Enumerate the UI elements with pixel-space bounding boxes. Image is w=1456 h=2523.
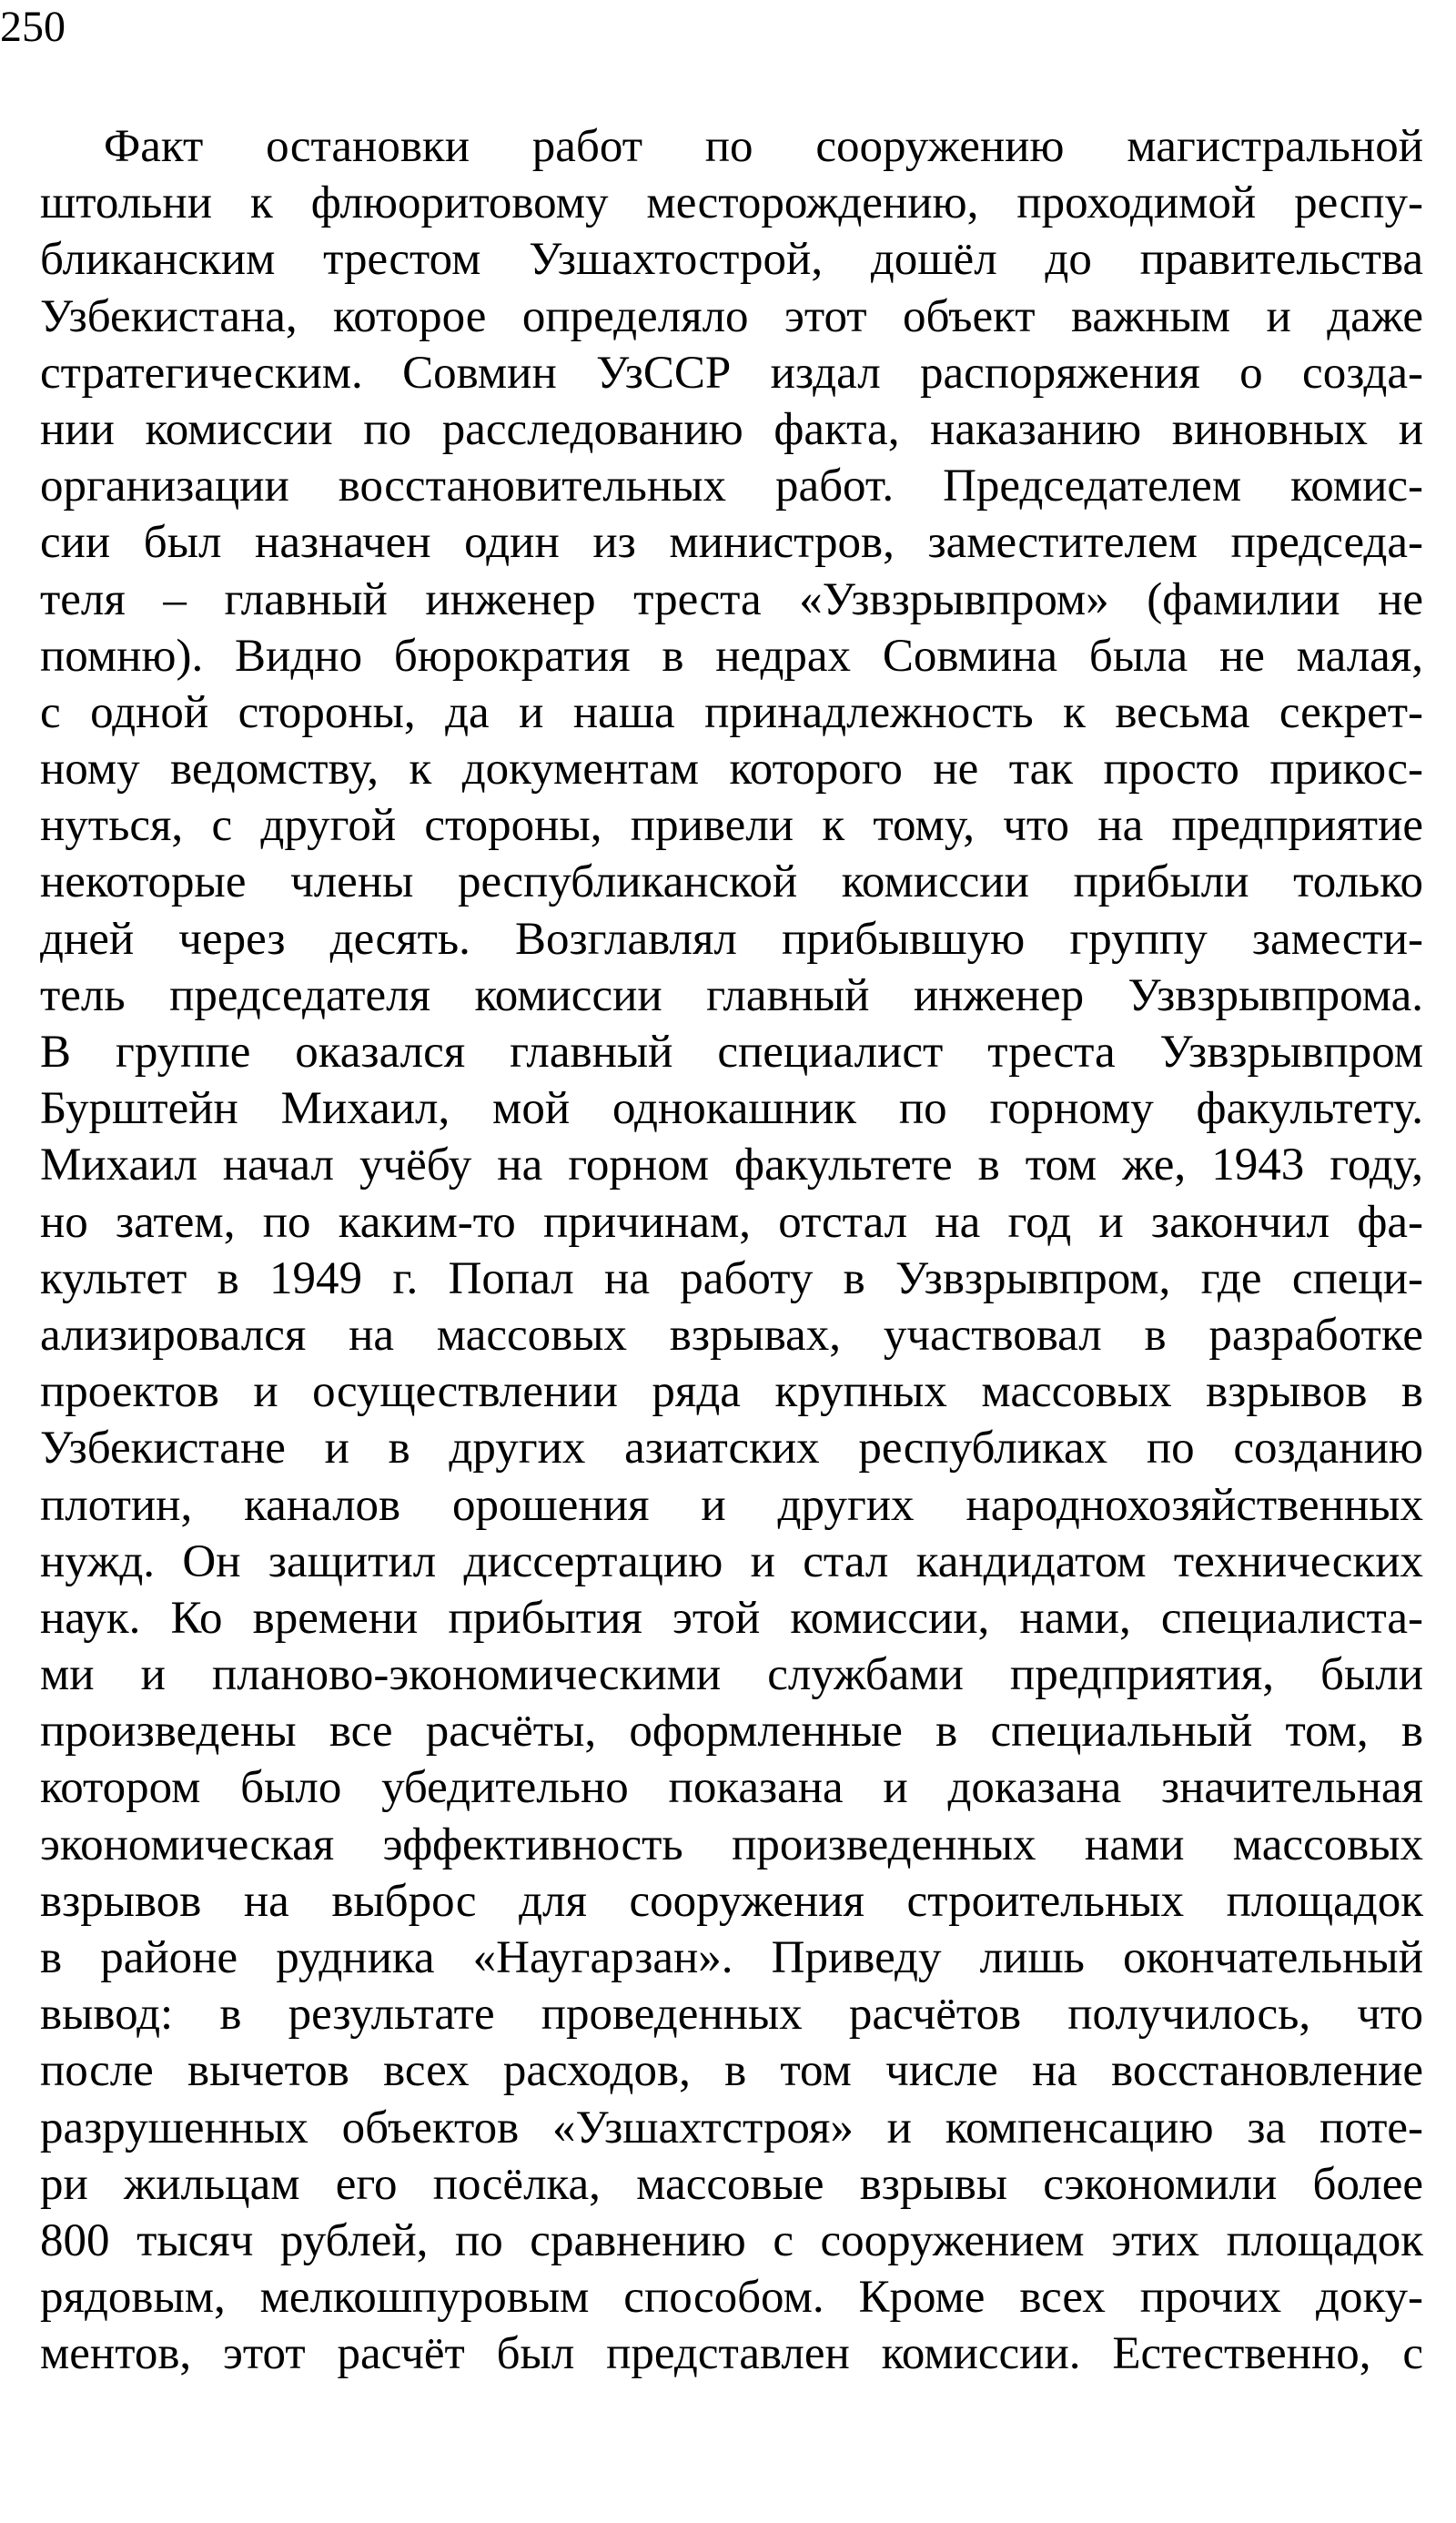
text-line: 800 тысяч рублей, по сравнению с сооружением этих площадок <box>40 2214 1423 2266</box>
text-line: ализировался на массовых взрывах, участвовал в разработке <box>40 1309 1423 1361</box>
body-paragraph <box>40 118 1423 2383</box>
text-line: произведены все расчёты, оформленные в специальный том, в <box>40 1706 1423 1758</box>
text-line: организации восстановительных работ. Председателем комис- <box>40 461 1423 512</box>
text-line: бликанским трестом Узшахтострой, дошёл до правительства <box>40 234 1423 286</box>
text-line: взрывов на выброс для сооружения строительных площадок <box>40 1875 1423 1927</box>
text-line: сии был назначен один из министров, заместителем председа- <box>40 517 1423 569</box>
text-line: котором было убедительно показана и доказана значительная <box>40 1762 1423 1814</box>
text-line: культет в 1949 г. Попал на работу в Узвзрывпром, где специ- <box>40 1252 1423 1304</box>
text-line: Узбекистана, которое определяло этот объект важным и даже <box>40 290 1423 342</box>
text-line: но затем, по каким-то причинам, отстал на год и закончил фа- <box>40 1196 1423 1248</box>
text-line: разрушенных объектов «Узшахтстроя» и компенсацию за поте- <box>40 2102 1423 2153</box>
text-line: Бурштейн Михаил, мой однокашник по горному факультету. <box>40 1083 1423 1135</box>
text-line: нуться, с другой стороны, привели к тому, что на предприятие <box>40 800 1423 852</box>
text-line: Факт остановки работ по сооружению магистральной <box>104 121 1423 172</box>
text-line: тель председателя комиссии главный инженер Узвзрывпрома. <box>40 969 1423 1021</box>
text-line: Узбекистане и в других азиатских республиках по созданию <box>40 1423 1423 1474</box>
text-line: ному ведомству, к документам которого не так просто прикос- <box>40 744 1423 795</box>
text-line: после вычетов всех расходов, в том числе на восстановление <box>40 2045 1423 2097</box>
text-line: нужд. Он защитил диссертацию и стал кандидатом технических <box>40 1535 1423 1587</box>
text-line: вывод: в результате проведенных расчётов получилось, что <box>40 1989 1423 2041</box>
text-line: с одной стороны, да и наша принадлежность к весьма секрет- <box>40 686 1423 738</box>
text-line: В группе оказался главный специалист треста Узвзрывпром <box>40 1027 1423 1078</box>
text-line: наук. Ко времени прибытия этой комиссии, нами, специалиста- <box>40 1592 1423 1644</box>
text-line: ри жильцам его посёлка, массовые взрывы сэкономили более <box>40 2158 1423 2210</box>
page-number: 250 <box>0 3 66 51</box>
text-line: рядовым, мелкошпуровым способом. Кроме всех прочих доку- <box>40 2272 1423 2324</box>
text-line: плотин, каналов орошения и других народнохозяйственных <box>40 1479 1423 1531</box>
text-line: экономическая эффективность произведенных нами массовых <box>40 1819 1423 1870</box>
text-line: проектов и осуществлении ряда крупных массовых взрывов в <box>40 1366 1423 1418</box>
text-line: Михаил начал учёбу на горном факультете в том же, 1943 году, <box>40 1140 1423 1191</box>
text-line: теля – главный инженер треста «Узвзрывпром» (фамилии не <box>40 573 1423 625</box>
text-line: дней через десять. Возглавлял прибывшую группу замести- <box>40 913 1423 965</box>
text-line: в районе рудника «Наугарзан». Приведу лишь окончательный <box>40 1932 1423 1983</box>
text-line: стратегическим. Совмин УзССР издал распоряжения о созда- <box>40 347 1423 399</box>
text-line: помню). Видно бюрократия в недрах Совмина была не малая, <box>40 630 1423 682</box>
text-line: некоторые члены республиканской комиссии прибыли только <box>40 856 1423 908</box>
text-line: нии комиссии по расследованию факта, наказанию виновных и <box>40 403 1423 455</box>
text-line: ментов, этот расчёт был представлен комиссии. Естественно, с <box>40 2328 1423 2380</box>
text-line: ми и планово-экономическими службами предприятия, были <box>40 1649 1423 1701</box>
text-line: штольни к флюоритовому месторождению, проходимой респу- <box>40 177 1423 229</box>
